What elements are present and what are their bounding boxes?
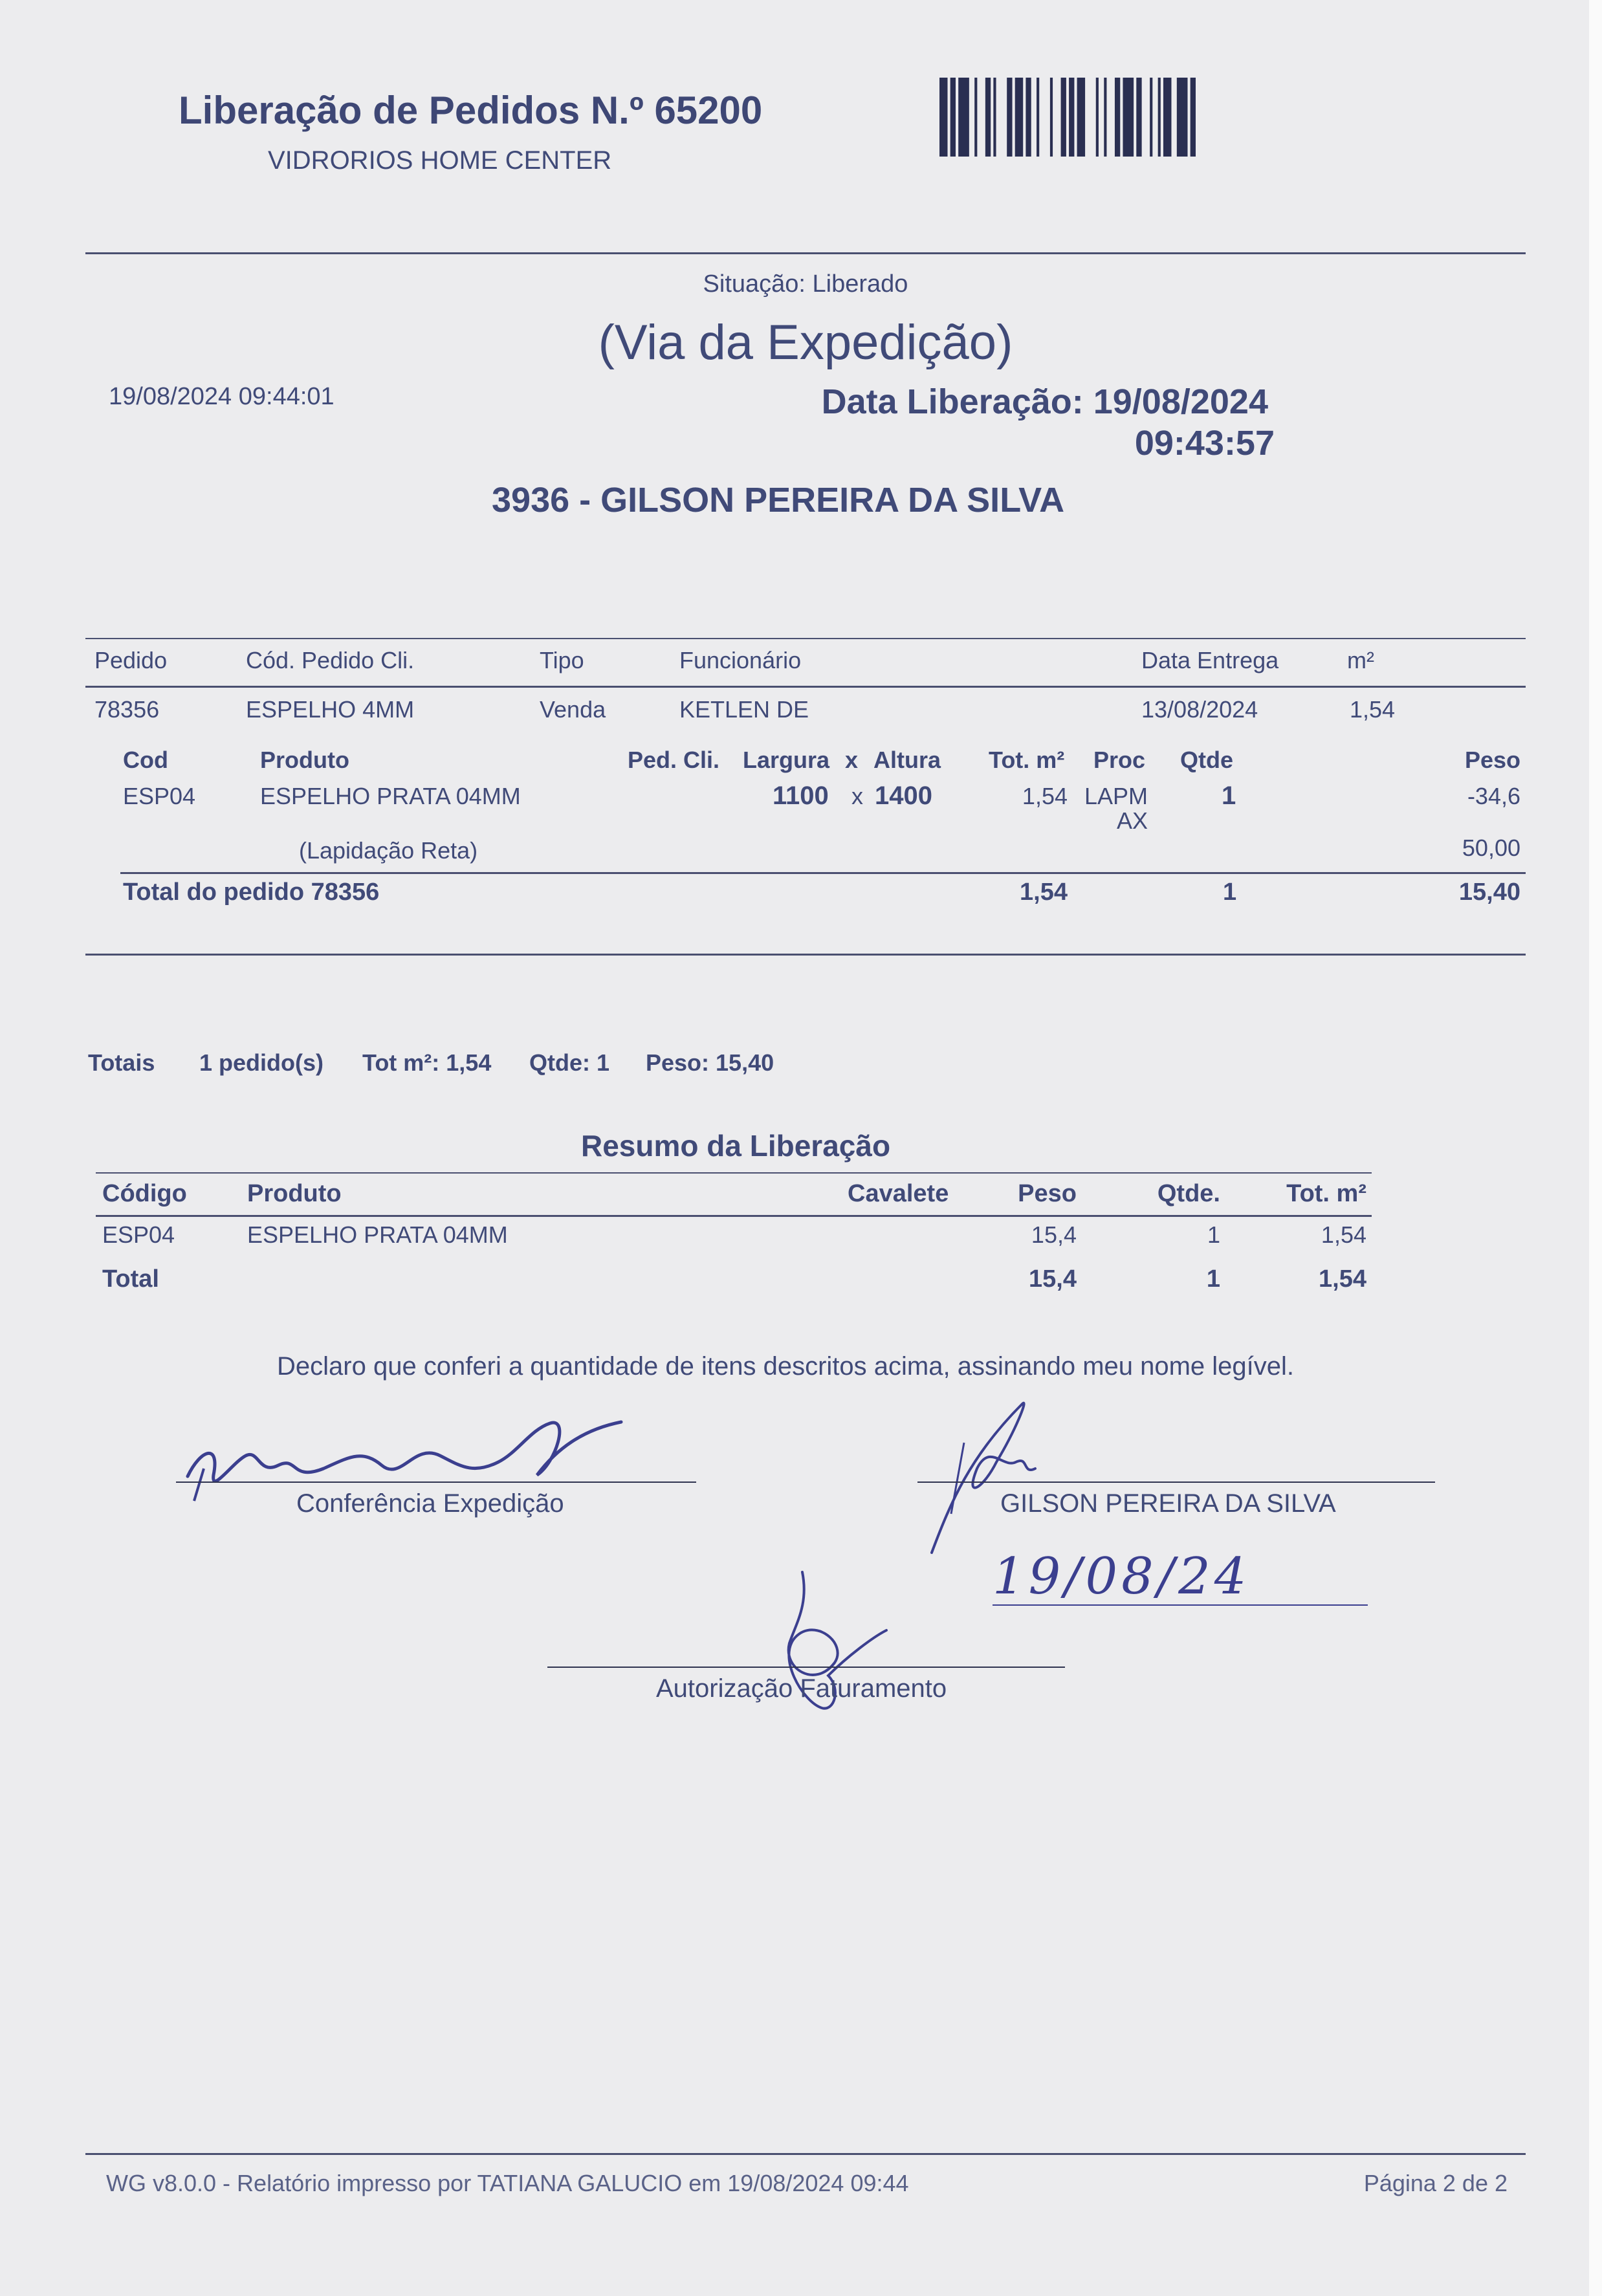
summary-col-produto: Produto (247, 1180, 342, 1207)
handwritten-date-line (993, 1604, 1368, 1606)
col-peso: Peso (1464, 747, 1520, 773)
order-m2: 1,54 (1350, 696, 1396, 723)
order-tipo: Venda (540, 696, 606, 723)
col-qtde: Qtde (1180, 747, 1234, 773)
order-funcionario: KETLEN DE (679, 696, 809, 723)
cliente-label: GILSON PEREIRA DA SILVA (1000, 1489, 1336, 1518)
col-tot-m2: Tot. m² (989, 747, 1065, 773)
summary-total-qtde: 1 (1206, 1265, 1220, 1293)
col-funcionario: Funcionário (679, 647, 802, 673)
summary-header-line (96, 1215, 1372, 1217)
item-x: x (851, 783, 863, 809)
order-data-entrega: 13/08/2024 (1141, 696, 1258, 723)
summary-col-tot-m2: Tot. m² (1286, 1180, 1366, 1207)
release-time: 09:43:57 (1134, 424, 1275, 463)
via-label: (Via da Expedição) (598, 315, 1013, 370)
summary-total-tot-m2: 1,54 (1319, 1265, 1366, 1293)
conferencia-line (176, 1481, 696, 1483)
conferencia-label: Conferência Expedição (296, 1489, 564, 1518)
col-altura: Altura (873, 747, 941, 773)
order-total-label: Total do pedido 78356 (123, 879, 380, 906)
item-cod: ESP04 (123, 783, 196, 809)
item-proc-2: AX (1117, 807, 1148, 834)
col-x: x (845, 747, 859, 773)
signature-cliente (925, 1391, 1087, 1559)
footer-page: Página 2 de 2 (1363, 2170, 1508, 2196)
order-total-peso: 15,40 (1458, 879, 1520, 906)
item-proc-1: LAPM (1084, 783, 1148, 809)
col-m2: m² (1347, 647, 1374, 673)
item-qtde: 1 (1222, 782, 1236, 810)
declaration-text: Declaro que conferi a quantidade de itens descritos acima, assinando meu nome legível. (277, 1352, 1295, 1381)
summary-total-label: Total (102, 1265, 159, 1293)
summary-col-peso: Peso (1018, 1180, 1077, 1207)
order-table-top-line (85, 638, 1526, 639)
totals-label: Totais (88, 1049, 155, 1076)
order-section-end-line (85, 954, 1526, 956)
order-pedido: 78356 (94, 696, 160, 723)
summary-title: Resumo da Liberação (581, 1129, 891, 1163)
item-produto: ESPELHO PRATA 04MM (260, 783, 521, 809)
order-total-m2: 1,54 (1020, 879, 1068, 906)
col-ped-cli: Ped. Cli. (628, 747, 720, 773)
footer-line (85, 2153, 1526, 2155)
totals-qtde: Qtde: 1 (529, 1049, 610, 1076)
autorizacao-line (547, 1667, 1065, 1668)
summary-top-line (96, 1172, 1372, 1174)
col-largura: Largura (743, 747, 830, 773)
autorizacao-label: Autorização Faturamento (656, 1674, 947, 1703)
handwritten-date: 19/08/24 (993, 1547, 1251, 1606)
company-name: VIDRORIOS HOME CENTER (268, 146, 612, 175)
summary-col-codigo: Código (102, 1180, 187, 1207)
cliente-line (917, 1481, 1435, 1483)
summary-row-tot-m2: 1,54 (1321, 1221, 1366, 1248)
barcode-icon (939, 78, 1196, 157)
item-note: (Lapidação Reta) (299, 837, 478, 864)
order-total-qtde: 1 (1223, 879, 1237, 906)
header-divider (85, 252, 1526, 254)
col-data-entrega: Data Entrega (1141, 647, 1279, 673)
totals-pedidos: 1 pedido(s) (199, 1049, 324, 1076)
print-datetime: 19/08/2024 09:44:01 (109, 383, 335, 410)
order-table-header-line (85, 686, 1526, 688)
col-cod: Cod (123, 747, 168, 773)
totals-peso: Peso: 15,40 (646, 1049, 774, 1076)
item-largura: 1100 (773, 782, 829, 810)
summary-col-qtde: Qtde. (1157, 1180, 1220, 1207)
summary-row-peso: 15,4 (1031, 1221, 1077, 1248)
summary-col-cavalete: Cavalete (848, 1180, 949, 1207)
release-date: Data Liberação: 19/08/2024 (821, 382, 1268, 421)
summary-total-peso: 15,4 (1029, 1265, 1077, 1293)
status-line: Situação: Liberado (703, 270, 908, 298)
paper-edge (1589, 0, 1602, 2296)
col-proc: Proc (1093, 747, 1146, 773)
client-name: 3936 - GILSON PEREIRA DA SILVA (492, 481, 1065, 519)
summary-row-produto: ESPELHO PRATA 04MM (247, 1221, 508, 1248)
summary-row-qtde: 1 (1207, 1221, 1220, 1248)
col-tipo: Tipo (540, 647, 584, 673)
col-produto: Produto (260, 747, 349, 773)
summary-row-codigo: ESP04 (102, 1221, 175, 1248)
footer-left: WG v8.0.0 - Relatório impresso por TATIANA GALUCIO em 19/08/2024 09:44 (106, 2170, 909, 2196)
col-pedido: Pedido (94, 647, 168, 673)
totals-m2: Tot m²: 1,54 (362, 1049, 492, 1076)
item-altura: 1400 (875, 782, 932, 810)
item-peso: -34,6 (1467, 783, 1520, 809)
document-title: Liberação de Pedidos N.º 65200 (179, 89, 763, 132)
item-tot-m2: 1,54 (1022, 783, 1068, 809)
col-cod-pedido-cli: Cód. Pedido Cli. (246, 647, 415, 673)
order-cod-pedido-cli: ESPELHO 4MM (246, 696, 415, 723)
item-total-line (120, 872, 1526, 874)
item-note-value: 50,00 (1462, 835, 1520, 861)
